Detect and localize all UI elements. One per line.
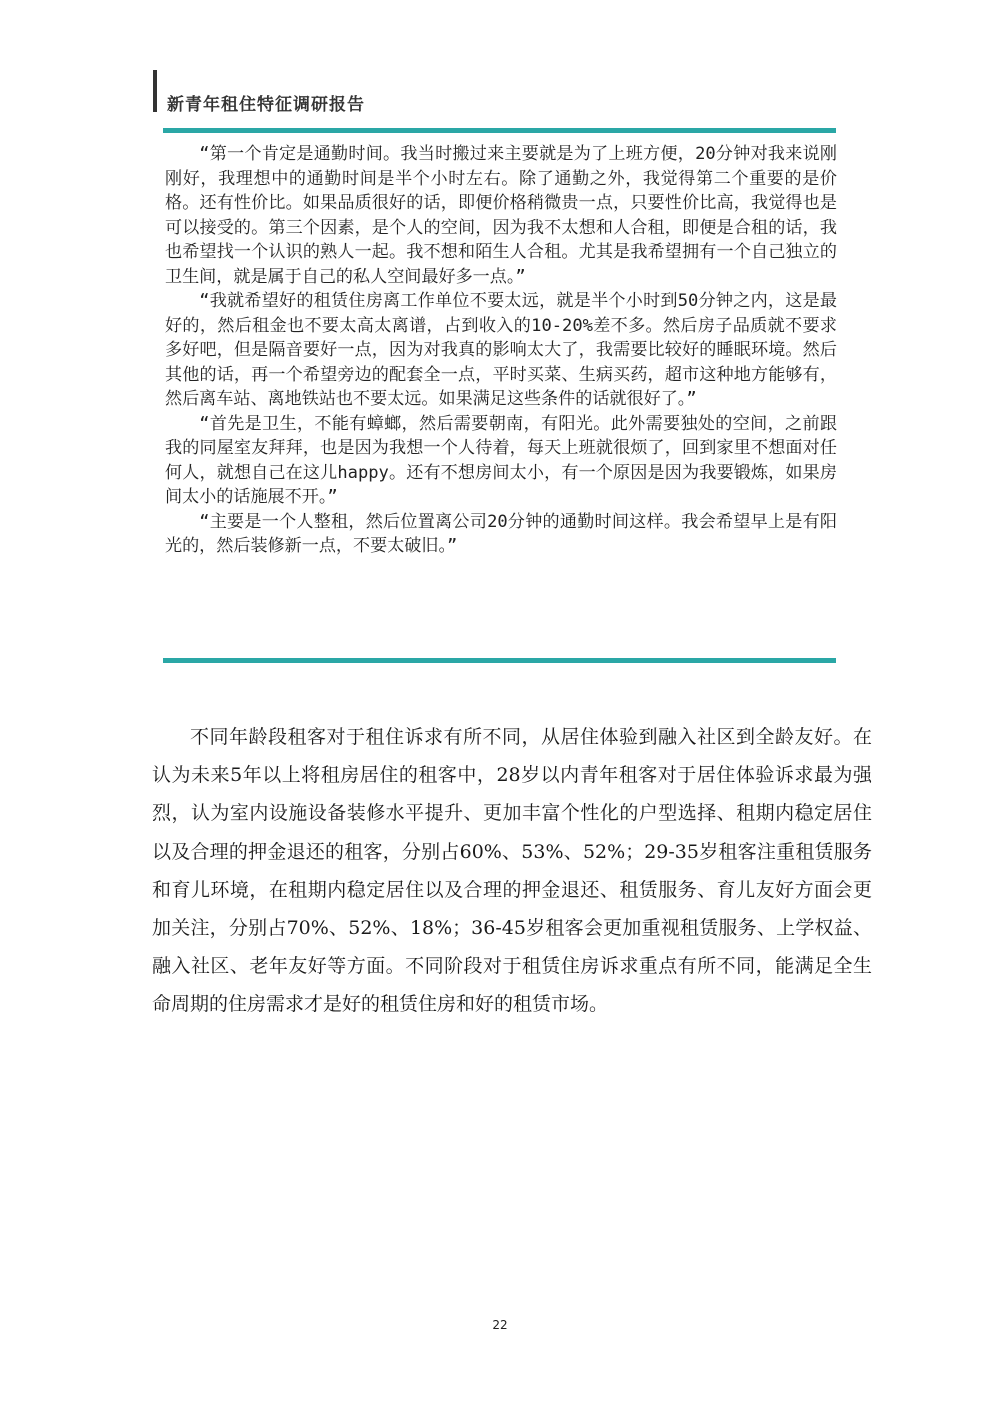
quote-paragraph-4: “主要是一个人整租，然后位置离公司20分钟的通勤时间这样。我会希望早上是有阳光的，然后装修新一点，不要太破旧。” (165, 511, 837, 556)
report-title: 新青年租住特征调研报告 (167, 95, 365, 115)
body-paragraph: 不同年龄段租客对于租住诉求有所不同，从居住体验到融入社区到全龄友好。在认为未来5年以上将租房居住的租客中，28岁以内青年租客对于居住体验诉求最为强烈，认为室内设施设备装修水平提升、更加丰富个性化的户型选择、租期内稳定居住以及合理的押金退还的租客，分别占60%、53%、52%；29-35岁租客注重租赁服务和育儿环境，在租期内稳定居住以及合理的押金退还、租赁服务、育儿友好方面会更加关注，分别占70%、52%、18%；36-45岁租客会更加重视租赁服务、上学权益、融入社区、老年友好等方面。不同阶段对于租赁住房诉求重点有所不同，能满足全生命周期的住房需求才是好的租赁住房和好的租赁市场。 (152, 726, 872, 1016)
quote-top-rule (163, 128, 836, 133)
body-section (152, 718, 872, 1024)
header-accent-bar (153, 70, 157, 112)
interview-quotes (165, 142, 837, 559)
quote-paragraph-2: “我就希望好的租赁住房离工作单位不要太远，就是半个小时到50分钟之内，这是最好的，然后租金也不要太高太离谱，占到收入的10-20%差不多。然后房子品质就不要求多好吧，但是隔音要好一点，因为对我真的影响太大了，我需要比较好的睡眠环境。然后其他的话，再一个希望旁边的配套全一点，平时买菜、生病买药，超市这种地方能够有，然后离车站、离地铁站也不要太远。如果满足这些条件的话就很好了。” (165, 291, 837, 409)
quote-bottom-rule (163, 658, 836, 663)
page-number: 22 (492, 1318, 508, 1332)
quote-paragraph-3: “首先是卫生，不能有蟑螂，然后需要朝南，有阳光。此外需要独处的空间，之前跟我的同屋室友拜拜，也是因为我想一个人待着，每天上班就很烦了，回到家里不想面对任何人，就想自己在这儿happy。还有不想房间太小，有一个原因是因为我要锻炼，如果房间太小的话施展不开。” (165, 413, 837, 507)
quote-paragraph-1: “第一个肯定是通勤时间。我当时搬过来主要就是为了上班方便，20分钟对我来说刚刚好，我理想中的通勤时间是半个小时左右。除了通勤之外，我觉得第二个重要的是价格。还有性价比。如果品质很好的话，即便价格稍微贵一点，只要性价比高，我觉得也是可以接受的。第三个因素，是个人的空间，因为我不太想和人合租，即便是合租的话，我也希望找一个认识的熟人一起。我不想和陌生人合租。尤其是我希望拥有一个自己独立的卫生间，就是属于自己的私人空间最好多一点。” (165, 144, 837, 287)
